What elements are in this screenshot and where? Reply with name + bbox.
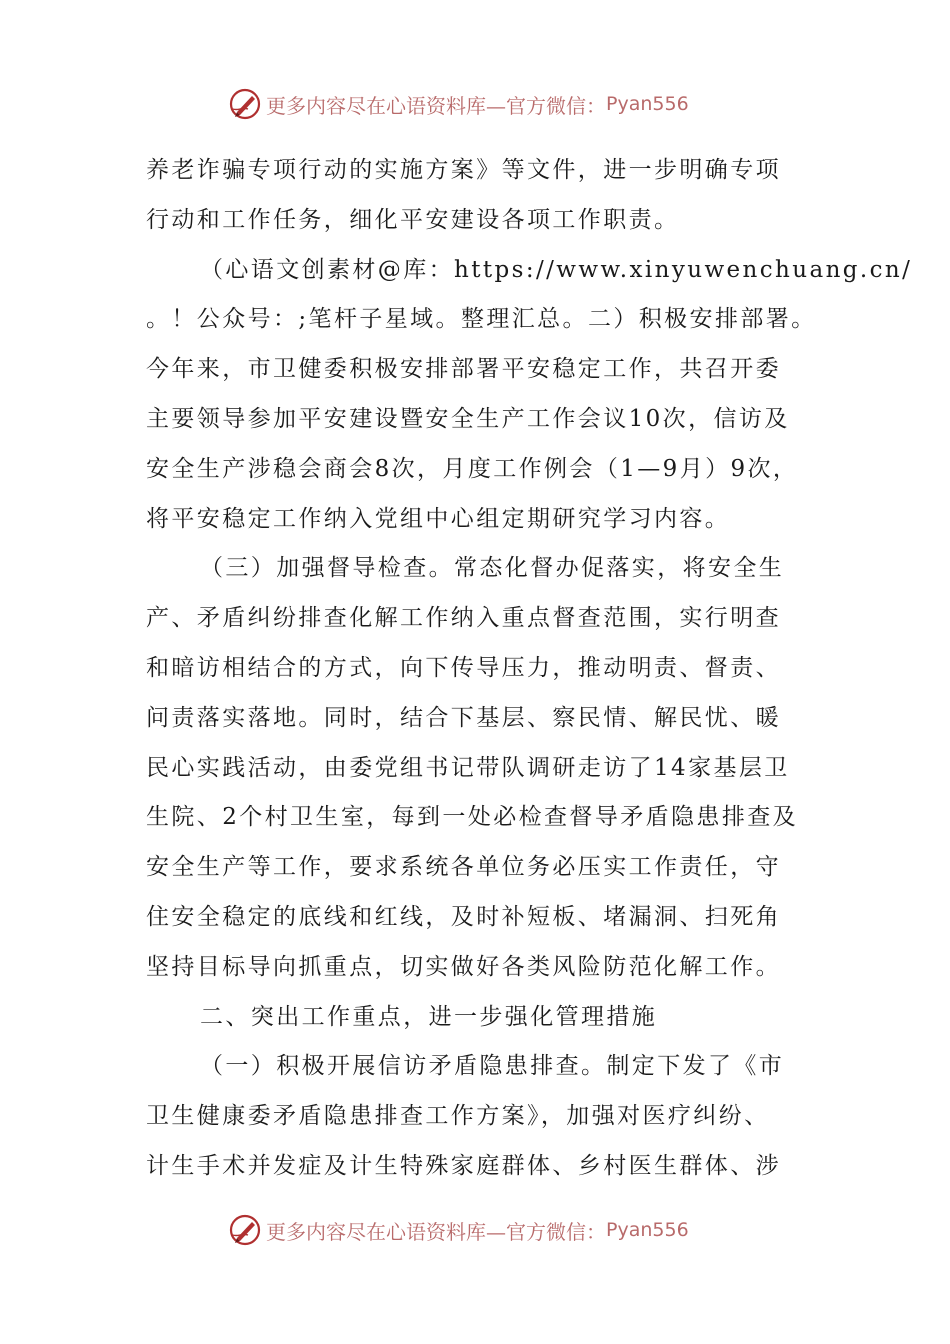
text-line: 行动和工作任务，细化平安建设各项工作职责。 — [146, 206, 680, 233]
text-line: 产、矛盾纠纷排查化解工作纳入重点督查范围，实行明查 — [146, 605, 781, 632]
text-line: 将平安稳定工作纳入党组中心组定期研究学习内容。 — [146, 505, 731, 532]
text-line: 住安全稳定的底线和红线，及时补短板、堵漏洞、扫死角 — [146, 903, 781, 930]
text-line: （心语文创素材@库：https://www.xinyuwenchuang.cn/ — [200, 256, 913, 283]
text-line: （三）加强督导检查。常态化督办促落实，将安全生 — [200, 555, 785, 582]
watermark-header — [228, 86, 689, 122]
text-line: 民心实践活动，由委党组书记带队调研走访了14家基层卫 — [146, 754, 790, 781]
pen-circle-logo-icon — [228, 1213, 262, 1247]
pen-circle-logo-icon — [228, 87, 262, 121]
watermark-footer — [228, 1212, 689, 1248]
text-line: 。！公众号：;笔杆子星域。整理汇总。二）积极安排部署。 — [146, 306, 817, 333]
text-line: 和暗访相结合的方式，向下传导压力，推动明责、督责、 — [146, 654, 781, 681]
watermark-handle: Pyan556 — [606, 93, 689, 115]
text-line: 生院、2个村卫生室，每到一处必检查督导矛盾隐患排查及 — [146, 804, 799, 831]
text-line: 今年来，市卫健委积极安排部署平安稳定工作，共召开委 — [146, 356, 781, 383]
text-line: 卫生健康委矛盾隐患排查工作方案》，加强对医疗纠纷、 — [146, 1103, 770, 1130]
text-line: 安全生产等工作，要求系统各单位务必压实工作责任，守 — [146, 854, 781, 881]
watermark-text: 更多内容尽在心语资料库—官方微信： — [266, 93, 606, 118]
text-line: 坚持目标导向抓重点，切实做好各类风险防范化解工作。 — [146, 953, 781, 980]
document-body — [146, 146, 913, 1192]
text-line: 安全生产涉稳会商会8次，月度工作例会（1—9月）9次， — [146, 455, 799, 482]
text-line: 主要领导参加平安建设暨安全生产工作会议10次，信访及 — [146, 405, 790, 432]
watermark-text: 更多内容尽在心语资料库—官方微信： — [266, 1219, 606, 1244]
text-line: 养老诈骗专项行动的实施方案》等文件，进一步明确专项 — [146, 157, 781, 183]
section-heading: 二、突出工作重点，进一步强化管理措施 — [200, 1003, 658, 1030]
text-line: （一）积极开展信访矛盾隐患排查。制定下发了《市 — [200, 1053, 785, 1080]
text-line: 问责落实落地。同时，结合下基层、察民情、解民忧、暖 — [146, 704, 781, 731]
watermark-handle: Pyan556 — [606, 1219, 689, 1241]
text-line: 计生手术并发症及计生特殊家庭群体、乡村医生群体、涉 — [146, 1152, 781, 1179]
